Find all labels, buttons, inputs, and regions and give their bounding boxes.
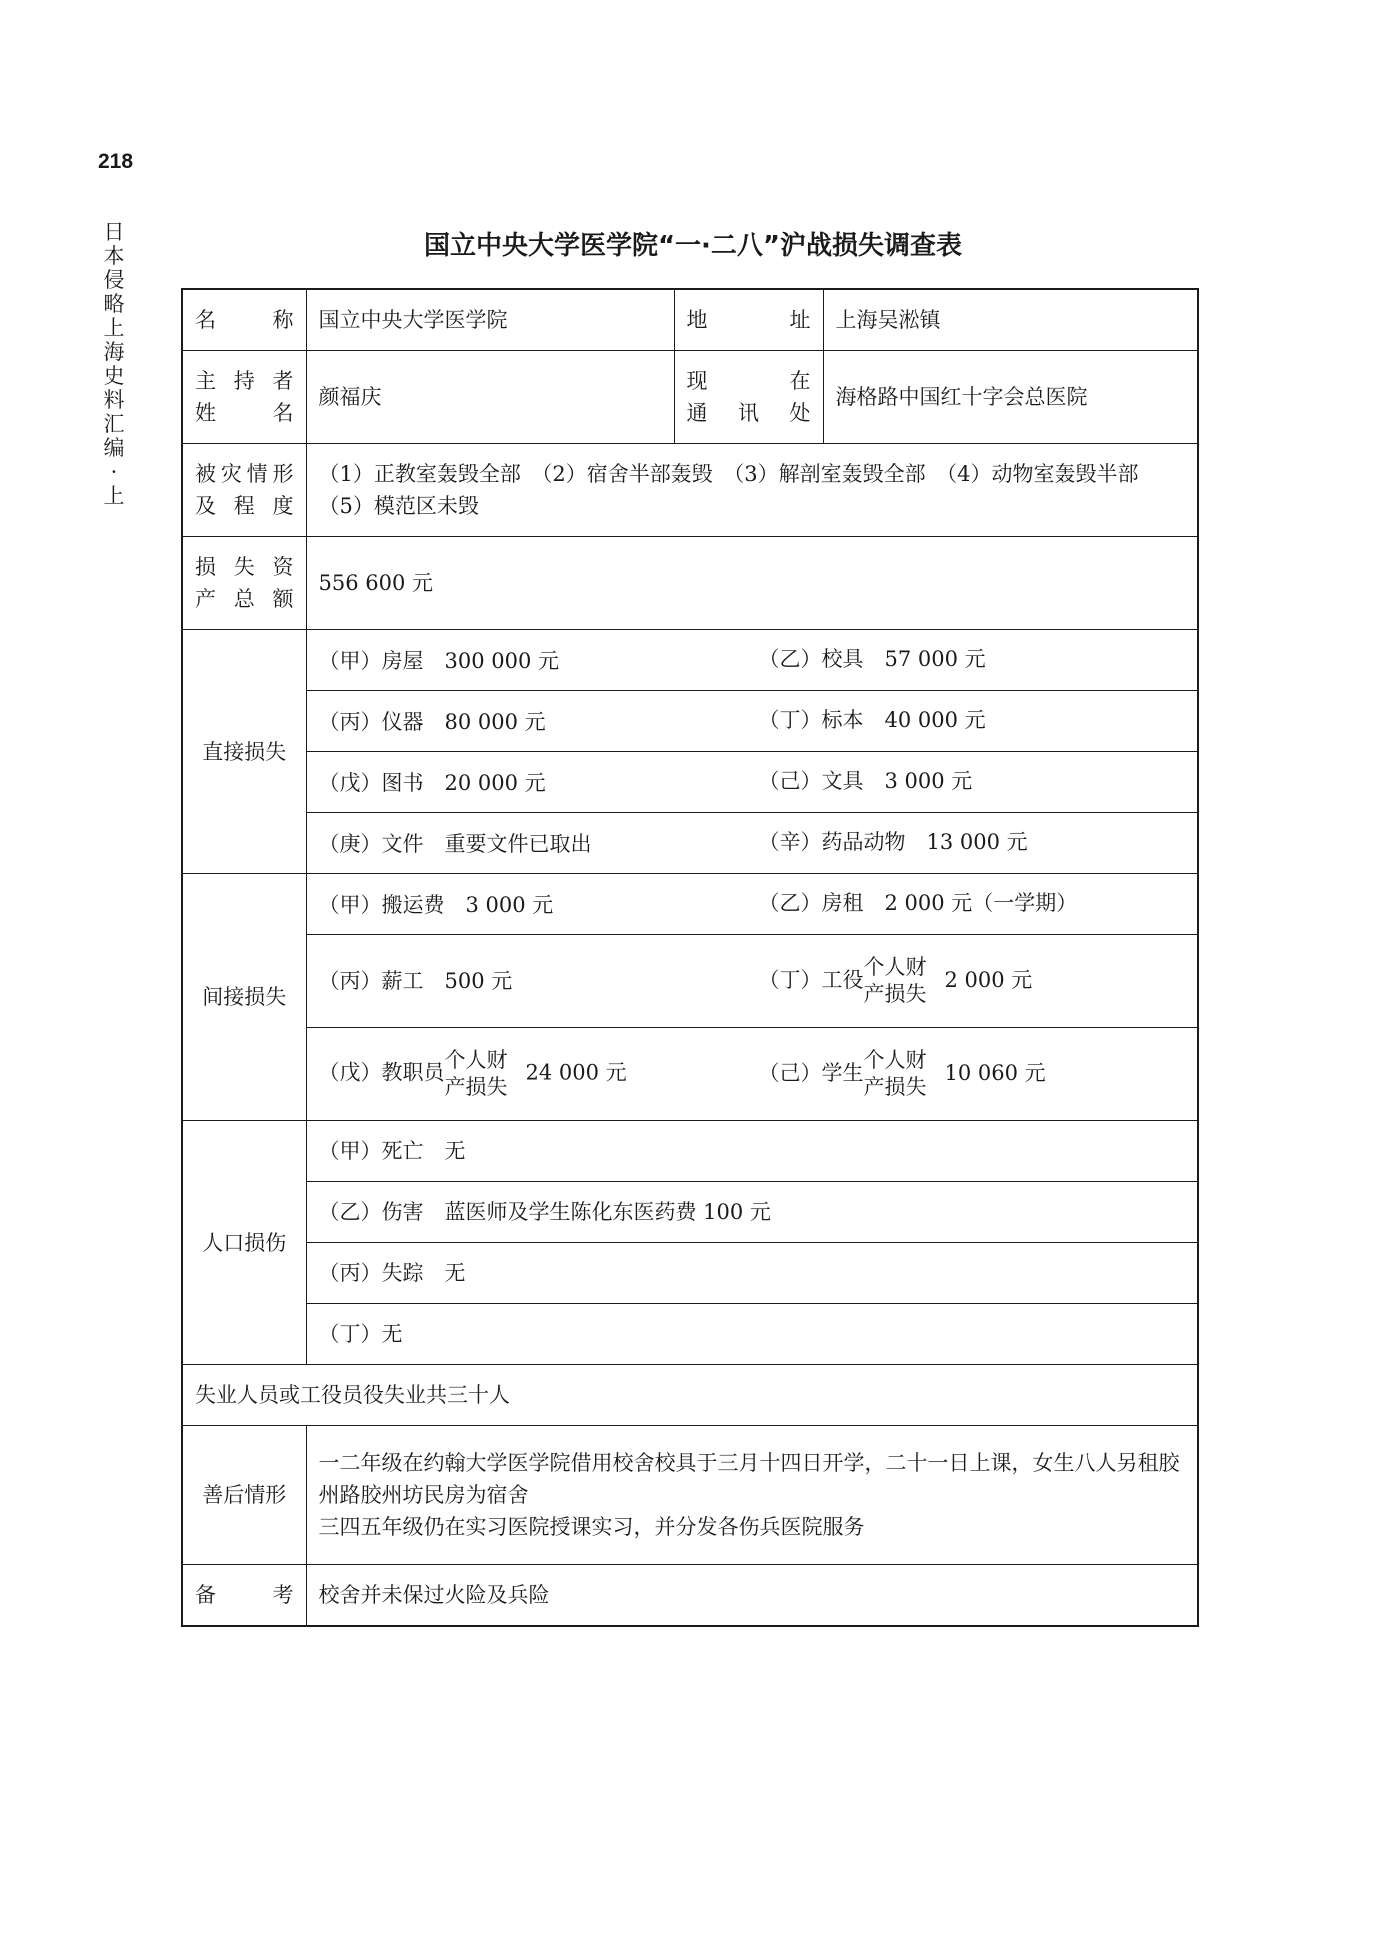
total-label-line1: 损失资 — [195, 555, 294, 579]
indirect-item-2-right-amount: 2 000 元 — [944, 967, 1033, 992]
aftermath-line-2: 三四五年级仍在实习医院授课实习，并分发各伤兵医院服务 — [318, 1515, 865, 1539]
direct-item-4 — [306, 813, 1198, 874]
contact-label — [674, 351, 823, 444]
damage-label — [182, 444, 306, 537]
row-direct-3 — [182, 752, 1198, 813]
loss-survey-table — [181, 288, 1199, 1627]
indirect-item-1-right: （乙）房租 2 000 元（一学期） — [758, 891, 1078, 916]
row-casualty-4 — [182, 1304, 1198, 1365]
total-label-line2: 产总额 — [195, 587, 294, 611]
aftermath-value — [306, 1426, 1198, 1565]
document-title: 国立中央大学医学院“一·二八”沪战损失调查表 — [423, 231, 963, 261]
indirect-item-3-right — [758, 1048, 1046, 1099]
direct-item-4-right: （辛）药品动物 13 000 元 — [758, 830, 1028, 855]
row-direct-4 — [182, 813, 1198, 874]
total-value: 556 600 元 — [306, 537, 1198, 630]
damage-label-line1: 被灾情形 — [195, 462, 294, 486]
remarks-label: 备考 — [182, 1565, 306, 1627]
row-indirect-1 — [182, 874, 1198, 935]
row-aftermath — [182, 1426, 1198, 1565]
address-value: 上海吴淞镇 — [823, 289, 1198, 351]
indirect-item-2-right-prefix: （丁）工役 — [758, 967, 864, 992]
row-indirect-3 — [182, 1028, 1198, 1121]
host-value: 颜福庆 — [306, 351, 674, 444]
row-casualty-2 — [182, 1182, 1198, 1243]
direct-item-1-left: （甲）房屋 300 000 元 — [318, 648, 560, 673]
row-unemployment — [182, 1365, 1198, 1426]
casualty-item-2: （乙）伤害 蓝医师及学生陈化东医药费 100 元 — [306, 1182, 1198, 1243]
contact-value: 海格路中国红十字会总医院 — [823, 351, 1198, 444]
indirect-item-2-left: （丙）薪工 500 元 — [318, 969, 513, 993]
casualty-item-3: （丙）失踪 无 — [306, 1243, 1198, 1304]
direct-item-3-left: （戊）图书 20 000 元 — [318, 770, 546, 795]
direct-item-4-left: （庚）文件 重要文件已取出 — [318, 831, 592, 856]
indirect-item-1 — [306, 874, 1198, 935]
indirect-item-3 — [306, 1028, 1198, 1121]
indirect-item-2-right — [758, 955, 1033, 1006]
host-label-line1: 主持者 — [195, 369, 294, 393]
row-direct-1 — [182, 630, 1198, 691]
remarks-value: 校舍并未保过火险及兵险 — [306, 1565, 1198, 1627]
direct-item-1 — [306, 630, 1198, 691]
row-casualty-1 — [182, 1121, 1198, 1182]
row-host-contact — [182, 351, 1198, 444]
row-total-loss — [182, 537, 1198, 630]
host-label — [182, 351, 306, 444]
casualty-item-1: （甲）死亡 无 — [306, 1121, 1198, 1182]
damage-value: （1）正教室轰毁全部 （2）宿舍半部轰毁 （3）解剖室轰毁全部 （4）动物室轰毁半部 （5）模范区未毁 — [306, 444, 1198, 537]
row-remarks — [182, 1565, 1198, 1627]
direct-item-3-right: （己）文具 3 000 元 — [758, 769, 973, 794]
indirect-item-2-right-stack-top: 个人财 — [863, 955, 927, 979]
row-casualty-3 — [182, 1243, 1198, 1304]
row-damage — [182, 444, 1198, 537]
indirect-loss-label: 间接损失 — [182, 874, 306, 1121]
direct-item-2-right: （丁）标本 40 000 元 — [758, 708, 986, 733]
indirect-item-2-right-stack-bottom: 产损失 — [863, 982, 927, 1006]
indirect-item-3-left-stack — [445, 1047, 508, 1101]
row-indirect-2 — [182, 935, 1198, 1028]
indirect-item-3-left-stack-bottom: 产损失 — [444, 1075, 508, 1099]
indirect-item-2 — [306, 935, 1198, 1028]
indirect-item-1-left: （甲）搬运费 3 000 元 — [318, 892, 554, 917]
direct-item-1-right: （乙）校具 57 000 元 — [758, 647, 986, 672]
indirect-item-3-right-stack-top: 个人财 — [863, 1048, 927, 1072]
indirect-item-3-left-amount: 24 000 元 — [525, 1060, 627, 1085]
indirect-item-3-left-stack-top: 个人财 — [444, 1048, 508, 1072]
name-value: 国立中央大学医学院 — [306, 289, 674, 351]
damage-label-line2: 及程度 — [195, 494, 294, 518]
contact-label-line1: 现在 — [686, 369, 811, 393]
direct-item-3 — [306, 752, 1198, 813]
unemployment-text: 失业人员或工役员役失业共三十人 — [182, 1365, 1198, 1426]
indirect-item-3-right-stack — [864, 1047, 927, 1101]
aftermath-line-1: 一二年级在约翰大学医学院借用校舍校具于三月十四日开学，二十一日上课，女生八人另租胶州路胶州坊民房为宿舍 — [318, 1451, 1180, 1507]
aftermath-label: 善后情形 — [182, 1426, 306, 1565]
name-label: 名称 — [182, 289, 306, 351]
contact-label-line2: 通讯处 — [686, 401, 811, 425]
casualty-item-4: （丁）无 — [306, 1304, 1198, 1365]
row-name-address — [182, 289, 1198, 351]
indirect-item-3-right-amount: 10 060 元 — [944, 1060, 1046, 1085]
indirect-item-2-right-stack — [864, 954, 927, 1008]
indirect-item-3-right-prefix: （己）学生 — [758, 1060, 864, 1085]
row-direct-2 — [182, 691, 1198, 752]
host-label-line2: 姓名 — [195, 401, 294, 425]
total-label — [182, 537, 306, 630]
indirect-item-3-left-prefix: （戊）教职员 — [318, 1060, 445, 1085]
direct-item-2-left: （丙）仪器 80 000 元 — [318, 709, 546, 734]
direct-loss-label: 直接损失 — [182, 630, 306, 874]
indirect-item-3-right-stack-bottom: 产损失 — [863, 1075, 927, 1099]
direct-item-2 — [306, 691, 1198, 752]
indirect-item-3-left — [319, 1047, 759, 1101]
casualty-label: 人口损伤 — [182, 1121, 306, 1365]
page-number: 218 — [98, 150, 134, 173]
address-label: 地址 — [674, 289, 823, 351]
book-title-vertical: 日本侵略上海史料汇编·上 — [103, 220, 125, 508]
